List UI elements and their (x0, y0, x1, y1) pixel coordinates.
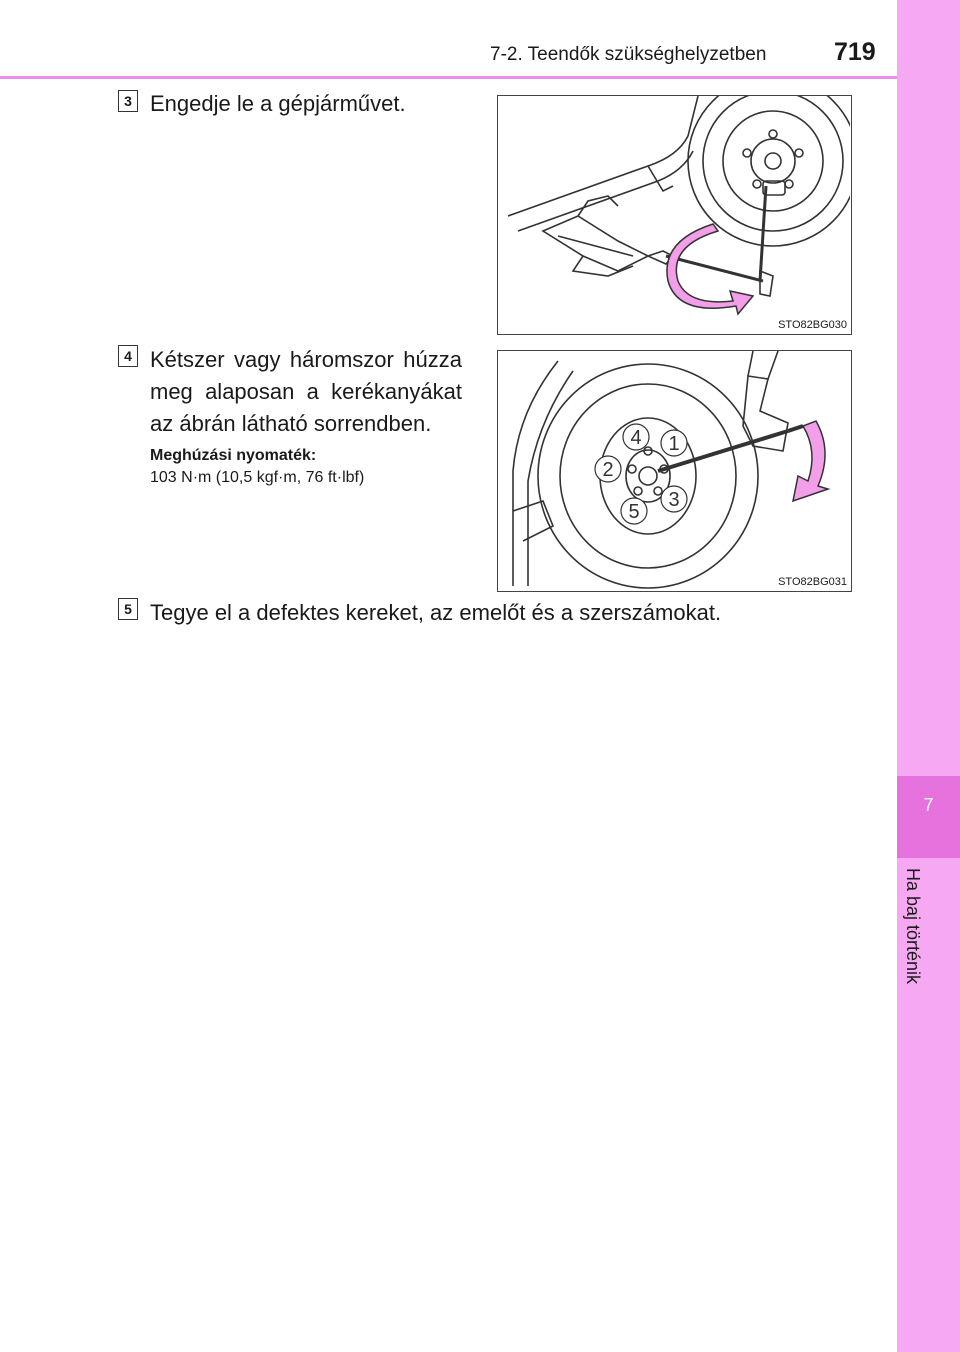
figure-tighten-nuts (497, 350, 852, 592)
nut-tightening-illustration (498, 351, 850, 590)
chapter-label: Ha baj történik (903, 868, 923, 985)
nut-label-2: 2 (602, 459, 614, 481)
step-4-line-1: Kétszer vagy háromszor húzza (150, 347, 462, 372)
torque-label: Meghúzási nyomaték: (150, 447, 317, 464)
chapter-side-tab (897, 0, 960, 1352)
step-4-line-3: az ábrán látható sorrendben. (150, 411, 432, 436)
header-divider (0, 76, 897, 79)
rotation-arrow (667, 224, 753, 314)
chapter-number-box (897, 776, 960, 858)
figure-code: STO82BG031 (778, 576, 847, 588)
figure-lower-vehicle (497, 95, 852, 335)
torque-value: 103 N·m (10,5 kgf·m, 76 ft·lbf) (150, 469, 365, 486)
nut-label-1: 1 (668, 433, 680, 455)
tighten-arrow (793, 421, 828, 501)
nut-label-5: 5 (628, 501, 640, 523)
figure-code: STO82BG030 (778, 319, 847, 331)
chapter-number: 7 (923, 795, 934, 815)
step-4-line-2: meg alaposan a kerékanyákat (150, 379, 462, 404)
nut-label-4: 4 (630, 427, 642, 449)
step-number-5: 5 (118, 598, 138, 620)
page-number: 719 (834, 38, 876, 66)
step-number-3: 3 (118, 90, 138, 112)
step-3-text: Engedje le a gépjárművet. (150, 91, 406, 116)
jack-lowering-illustration (498, 96, 850, 333)
nut-label-3: 3 (668, 489, 680, 511)
section-title: 7-2. Teendők szükséghelyzetben (490, 44, 767, 65)
step-5-text: Tegye el a defektes kereket, az emelőt és a szerszámokat. (150, 600, 722, 625)
step-number-4: 4 (118, 345, 138, 367)
